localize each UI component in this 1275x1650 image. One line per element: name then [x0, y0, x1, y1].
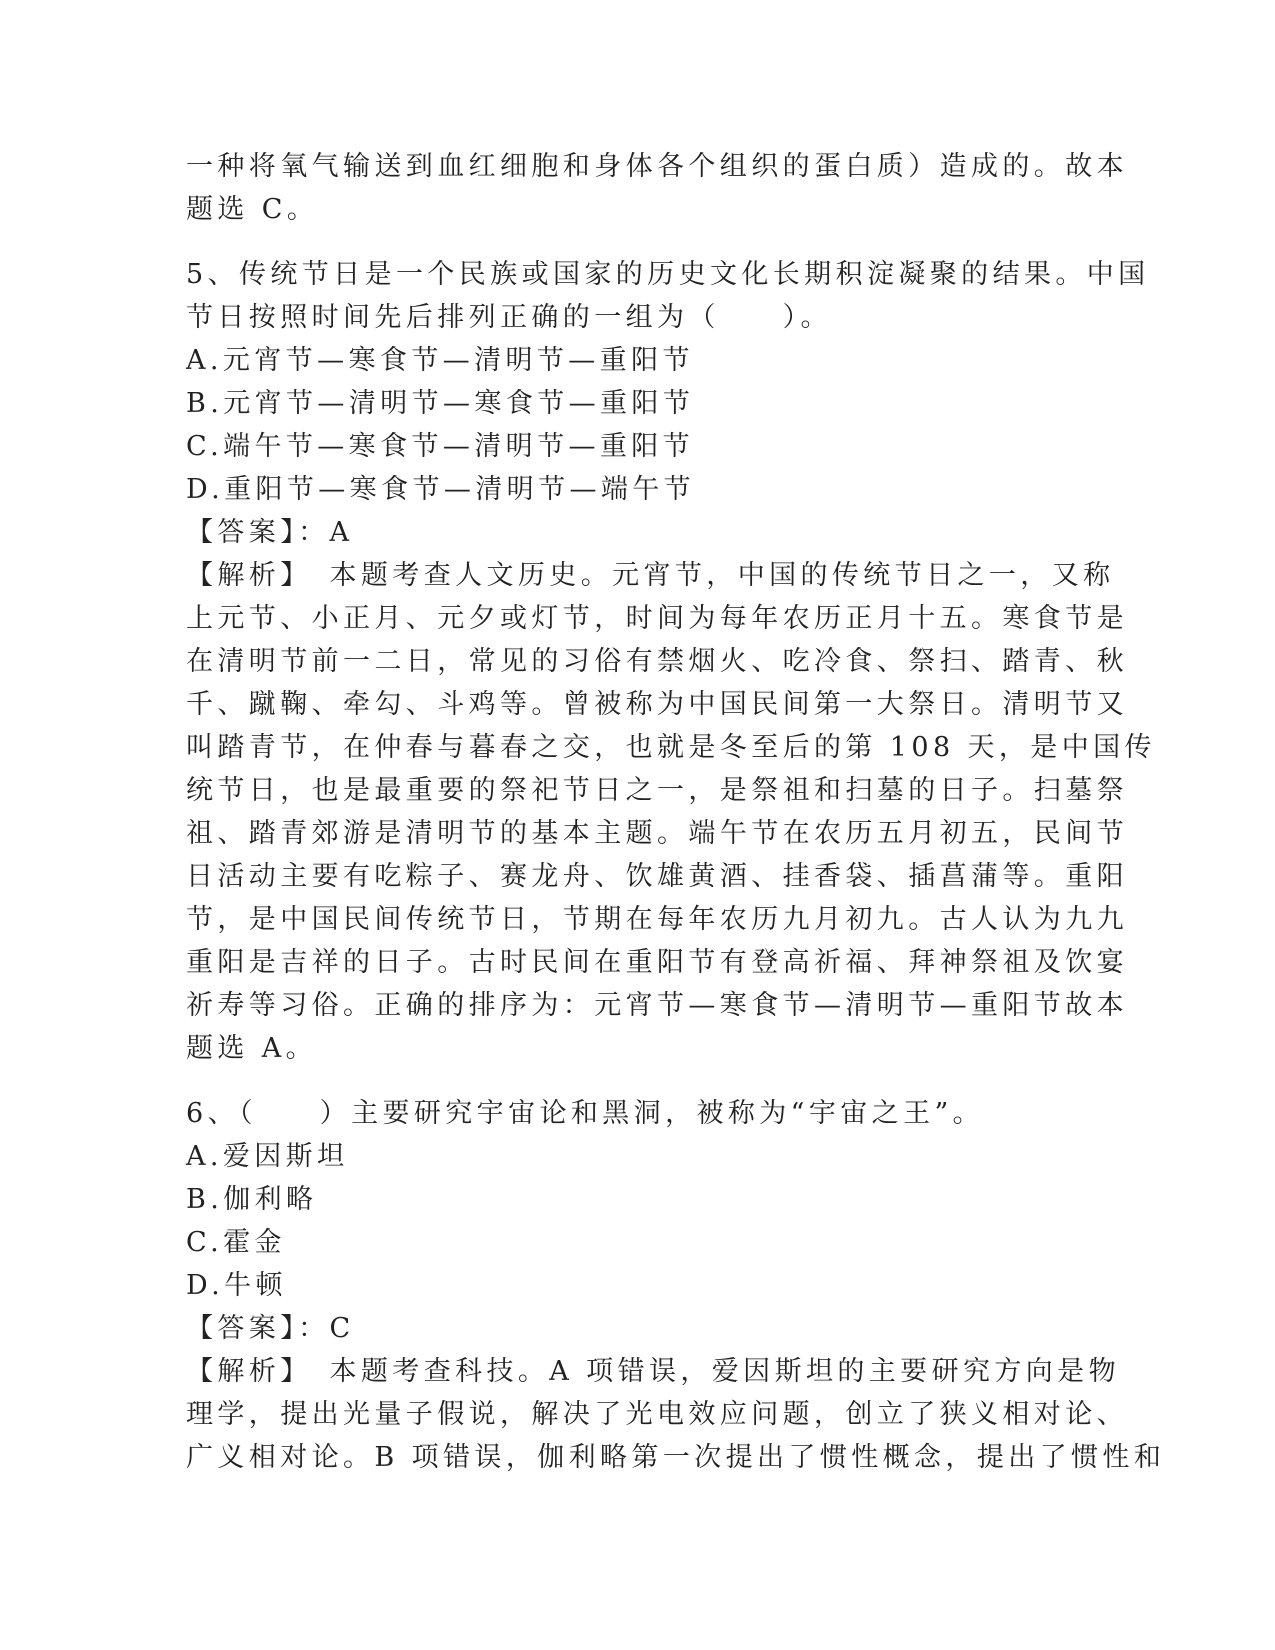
analysis-line: 【解析】 本题考查人文历史。元宵节，中国的传统节日之一，又称	[186, 560, 1115, 591]
analysis-line: 广义相对论。B 项错误，伽利略第一次提出了惯性概念，提出了惯性和	[186, 1442, 1166, 1473]
question-stem: 6、（ ）主要研究宇宙论和黑洞，被称为“宇宙之王”。	[186, 1098, 985, 1129]
analysis-line: 日活动主要有吃粽子、赛龙舟、饮雄黄酒、挂香袋、插菖蒲等。重阳	[186, 861, 1128, 892]
option-d: D.牛顿	[186, 1270, 287, 1301]
option-b: B.伽利略	[186, 1184, 318, 1215]
option-a: A.爱因斯坦	[186, 1141, 349, 1172]
option-d: D.重阳节—寒食节—清明节—端午节	[186, 474, 696, 505]
analysis-line: 上元节、小正月、元夕或灯节，时间为每年农历正月十五。寒食节是	[186, 603, 1128, 634]
previous-question-tail	[186, 145, 1128, 231]
option-c: C.霍金	[186, 1227, 286, 1258]
analysis-line: 千、蹴鞠、牵勾、斗鸡等。曾被称为中国民间第一大祭日。清明节又	[186, 689, 1128, 720]
option-a: A.元宵节—寒食节—清明节—重阳节	[186, 345, 694, 376]
text-line: 题选 C。	[186, 194, 319, 225]
option-b: B.元宵节—清明节—寒食节—重阳节	[186, 388, 695, 419]
document-page	[186, 145, 1166, 1479]
analysis-line: 祖、踏青郊游是清明节的基本主题。端午节在农历五月初五，民间节	[186, 818, 1128, 849]
analysis-line: 叫踏青节，在仲春与暮春之交，也就是冬至后的第 108 天，是中国传	[186, 732, 1156, 763]
question-stem: 5、传统节日是一个民族或国家的历史文化长期积淀凝聚的结果。中国	[186, 259, 1150, 290]
question-5	[186, 253, 1156, 1070]
analysis-line: 题选 A。	[186, 1033, 318, 1064]
answer: 【答案】：C	[186, 1313, 355, 1344]
analysis-line: 【解析】 本题考查科技。A 项错误，爱因斯坦的主要研究方向是物	[186, 1356, 1120, 1387]
section-gap	[186, 231, 1086, 253]
question-6	[186, 1092, 1166, 1479]
answer: 【答案】：A	[186, 517, 354, 548]
analysis-line: 节，是中国民间传统节日，节期在每年农历九月初九。古人认为九九	[186, 904, 1128, 935]
analysis-line: 在清明节前一二日，常见的习俗有禁烟火、吃冷食、祭扫、踏青、秋	[186, 646, 1128, 677]
analysis-line: 统节日，也是最重要的祭祀节日之一，是祭祖和扫墓的日子。扫墓祭	[186, 775, 1128, 806]
section-gap	[186, 1070, 1086, 1092]
option-c: C.端午节—寒食节—清明节—重阳节	[186, 431, 695, 462]
analysis-line: 理学，提出光量子假说，解决了光电效应问题，创立了狭义相对论、	[186, 1399, 1128, 1430]
text-line: 一种将氧气输送到血红细胞和身体各个组织的蛋白质）造成的。故本	[186, 151, 1128, 182]
question-stem: 节日按照时间先后排列正确的一组为（ ）。	[186, 302, 832, 333]
analysis-line: 祈寿等习俗。正确的排序为：元宵节—寒食节—清明节—重阳节故本	[186, 990, 1128, 1021]
analysis-line: 重阳是吉祥的日子。古时民间在重阳节有登高祈福、拜神祭祖及饮宴	[186, 947, 1128, 978]
